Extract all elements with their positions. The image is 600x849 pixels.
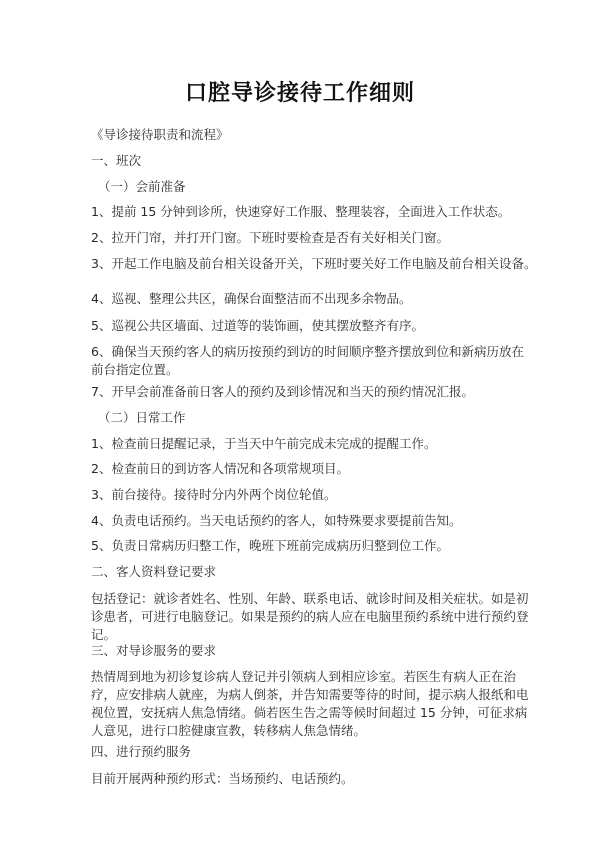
list-item: 1、提前 15 分钟到诊所，快速穿好工作服、整理装容，全面进入工作状态。 [91,204,511,219]
guide-heading: 《导诊接待职责和流程》 [91,127,229,142]
section-heading-appointments: 四、进行预约服务 [91,744,192,759]
section-heading-shifts: 一、班次 [91,153,142,168]
section-heading-guide-service: 三、对导诊服务的要求 [91,643,217,658]
list-item: 3、前台接待。接待时分内外两个岗位轮值。 [91,487,337,502]
list-item: 5、巡视公共区墙面、过道等的装饰画，使其摆放整齐有序。 [91,318,424,333]
section-heading-registration: 二、客人资料登记要求 [91,564,217,579]
list-item: 2、拉开门帘，并打开门窗。下班时要检查是否有关好相关门窗。 [91,230,449,245]
paragraph-registration: 包括登记：就诊者姓名、性别、年龄、联系电话、就诊时间及相关症状。如是初诊患者，可进行电脑登记。如果是预约的病人应在电脑里预约系统中进行预约登记。 [91,591,529,642]
paragraph-guide-service: 热情周到地为初诊复诊病人登记并引领病人到相应诊室。若医生有病人正在治疗，应安排病人就座，为病人倒茶，并告知需要等待的时间，提示病人报纸和电视位置，安抚病人焦急情绪。倘若医生告之需等候时间超过 15 分钟，可征求病人意见，进行口腔健康宣教，转移病人焦急情绪。 [91,669,529,738]
list-item: 5、负责日常病历归整工作，晚班下班前完成病历归整到位工作。 [91,538,449,553]
list-item: 3、开起工作电脑及前台相关设备开关，下班时要关好工作电脑及前台相关设备。 [91,256,537,271]
subsection-heading-preparation: （一）会前准备 [98,179,186,194]
list-item: 6、确保当天预约客人的病历按预约到访的时间顺序整齐摆放到位和新病历放在前台指定位置。 [91,344,524,377]
list-item: 1、检查前日提醒记录，于当天中午前完成未完成的提醒工作。 [91,436,437,451]
document-title: 口腔导诊接待工作细则 [184,80,415,106]
list-item: 4、负责电话预约。当天电话预约的客人，如特殊要求要提前告知。 [91,513,462,528]
paragraph-appointments: 目前开展两种预约形式：当场预约、电话预约。 [91,771,354,786]
list-item: 2、检查前日的到访客人情况和各项常规项目。 [91,461,349,476]
subsection-heading-daily-work: （二）日常工作 [98,410,186,425]
list-item: 4、巡视、整理公共区，确保台面整洁而不出现多余物品。 [91,291,412,306]
list-item: 7、开早会前准备前日客人的预约及到诊情况和当天的预约情况汇报。 [91,384,474,399]
